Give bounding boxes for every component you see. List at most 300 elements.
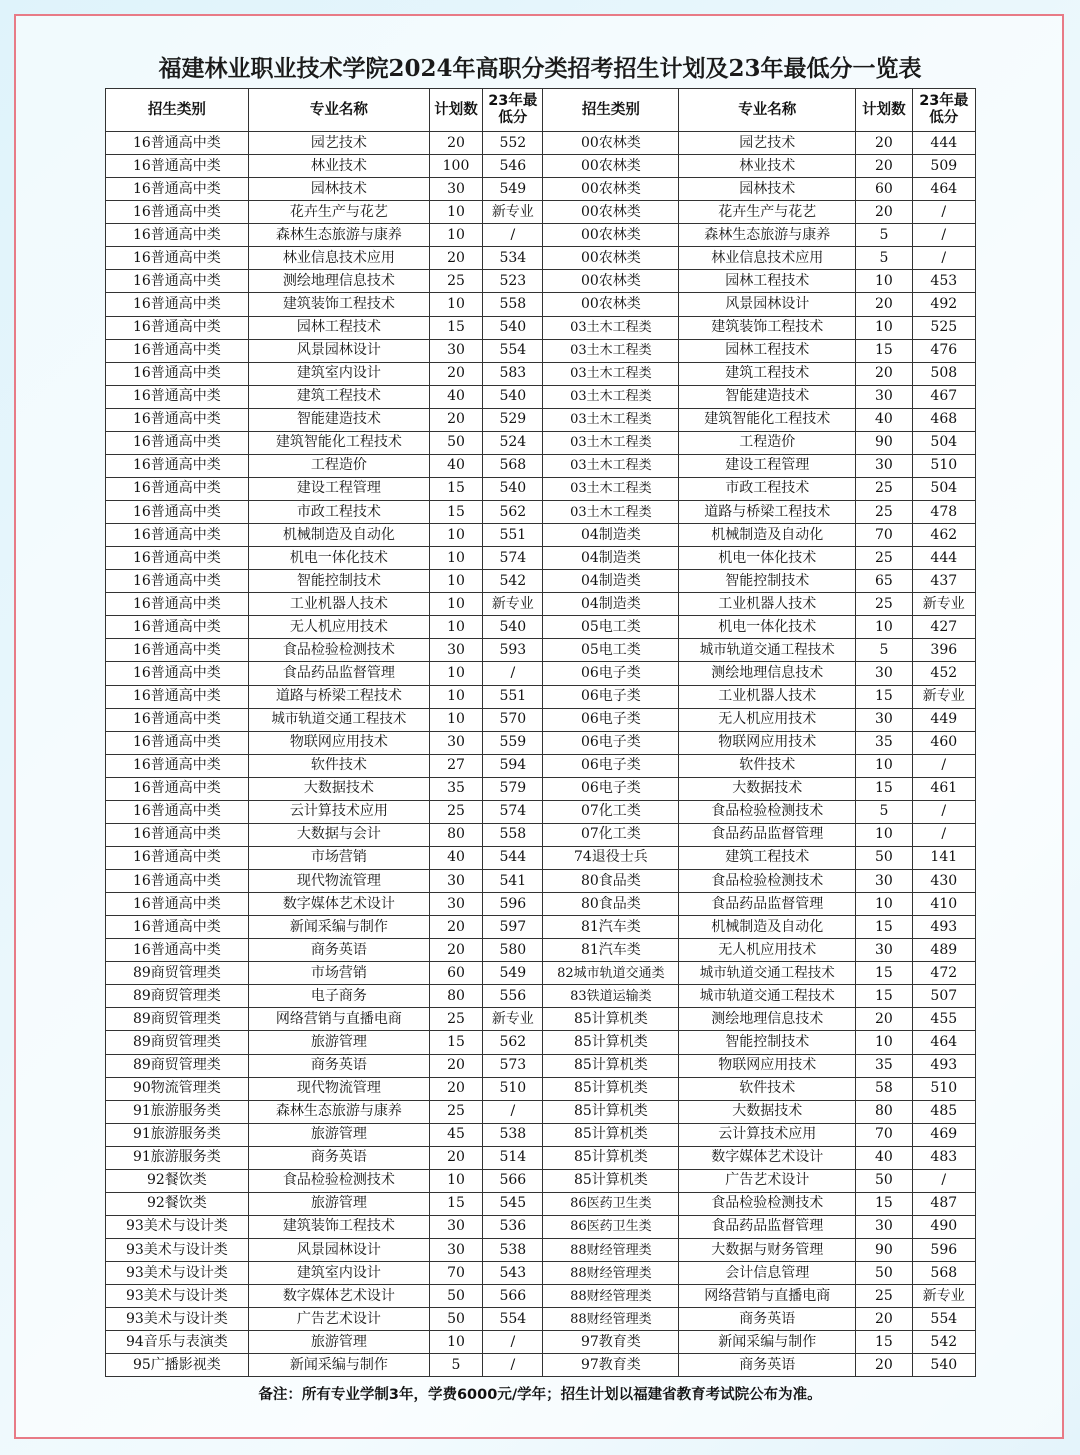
cell-category-left: 93美术与设计类 — [106, 1262, 249, 1285]
cell-category-left: 16普通高中类 — [106, 870, 249, 893]
cell-plan-right: 20 — [856, 1008, 912, 1031]
cell-plan-right: 15 — [856, 985, 912, 1008]
cell-major-right: 软件技术 — [679, 1077, 856, 1100]
cell-category-left: 89商贸管理类 — [106, 962, 249, 985]
cell-category-left: 94音乐与表演类 — [106, 1331, 249, 1354]
cell-category-left: 16普通高中类 — [106, 893, 249, 916]
cell-category-right: 81汽车类 — [543, 916, 679, 939]
cell-plan-right: 15 — [856, 962, 912, 985]
cell-major-right: 市政工程技术 — [679, 477, 856, 500]
cell-major-right: 商务英语 — [679, 1354, 856, 1377]
table-row — [106, 385, 976, 408]
cell-category-right: 03土木工程类 — [543, 339, 679, 362]
cell-minscore-left: 510 — [483, 1077, 543, 1100]
cell-plan-right: 5 — [856, 224, 912, 247]
cell-category-right: 04制造类 — [543, 524, 679, 547]
cell-major-right: 花卉生产与花艺 — [679, 201, 856, 224]
cell-plan-left: 15 — [429, 501, 482, 524]
cell-minscore-right: 410 — [912, 893, 975, 916]
cell-plan-right: 50 — [856, 846, 912, 869]
cell-category-left: 16普通高中类 — [106, 385, 249, 408]
cell-category-right: 97教育类 — [543, 1354, 679, 1377]
cell-category-right: 00农林类 — [543, 132, 679, 155]
cell-major-right: 建筑工程技术 — [679, 846, 856, 869]
header-plan-left: 计划数 — [429, 89, 482, 132]
cell-plan-left: 50 — [429, 431, 482, 454]
cell-plan-right: 10 — [856, 893, 912, 916]
table-body — [106, 132, 976, 1377]
cell-plan-left: 25 — [429, 270, 482, 293]
cell-category-right: 00农林类 — [543, 247, 679, 270]
cell-major-left: 林业信息技术应用 — [248, 247, 429, 270]
cell-plan-left: 40 — [429, 846, 482, 869]
cell-category-right: 80食品类 — [543, 893, 679, 916]
cell-plan-right: 60 — [856, 178, 912, 201]
cell-minscore-right: 453 — [912, 270, 975, 293]
cell-minscore-left: 540 — [483, 616, 543, 639]
cell-category-left: 16普通高中类 — [106, 662, 249, 685]
cell-plan-right: 25 — [856, 1285, 912, 1308]
cell-plan-left: 10 — [429, 224, 482, 247]
cell-major-right: 网络营销与直播电商 — [679, 1285, 856, 1308]
cell-category-right: 04制造类 — [543, 593, 679, 616]
table-row — [106, 708, 976, 731]
cell-major-right: 机电一体化技术 — [679, 547, 856, 570]
cell-plan-left: 30 — [429, 1239, 482, 1262]
cell-major-right: 林业技术 — [679, 155, 856, 178]
header-plan-right: 计划数 — [856, 89, 912, 132]
cell-major-right: 工业机器人技术 — [679, 593, 856, 616]
cell-major-right: 大数据与财务管理 — [679, 1239, 856, 1262]
cell-category-right: 88财经管理类 — [543, 1262, 679, 1285]
table-row — [106, 547, 976, 570]
table-row — [106, 1054, 976, 1077]
table-row — [106, 1239, 976, 1262]
cell-minscore-left: 541 — [483, 870, 543, 893]
cell-minscore-left: 549 — [483, 962, 543, 985]
cell-minscore-right: 508 — [912, 362, 975, 385]
table-row — [106, 570, 976, 593]
cell-major-right: 大数据技术 — [679, 777, 856, 800]
cell-minscore-right: / — [912, 823, 975, 846]
cell-major-right: 广告艺术设计 — [679, 1169, 856, 1192]
table-row — [106, 1215, 976, 1238]
cell-major-right: 工程造价 — [679, 431, 856, 454]
cell-minscore-left: 523 — [483, 270, 543, 293]
table-row — [106, 1077, 976, 1100]
cell-major-right: 软件技术 — [679, 754, 856, 777]
cell-major-left: 旅游管理 — [248, 1031, 429, 1054]
cell-major-right: 森林生态旅游与康养 — [679, 224, 856, 247]
cell-plan-right: 70 — [856, 524, 912, 547]
cell-minscore-left: 538 — [483, 1123, 543, 1146]
cell-plan-right: 10 — [856, 616, 912, 639]
cell-major-right: 园艺技术 — [679, 132, 856, 155]
cell-major-right: 食品检验检测技术 — [679, 1192, 856, 1215]
cell-category-right: 03土木工程类 — [543, 431, 679, 454]
cell-minscore-right: 509 — [912, 155, 975, 178]
cell-minscore-left: 566 — [483, 1169, 543, 1192]
table-row — [106, 593, 976, 616]
cell-category-right: 03土木工程类 — [543, 408, 679, 431]
cell-minscore-left: 545 — [483, 1192, 543, 1215]
cell-minscore-left: 534 — [483, 247, 543, 270]
table-row — [106, 1031, 976, 1054]
cell-minscore-left: 579 — [483, 777, 543, 800]
cell-minscore-left: 594 — [483, 754, 543, 777]
cell-category-left: 16普通高中类 — [106, 731, 249, 754]
cell-major-right: 城市轨道交通工程技术 — [679, 985, 856, 1008]
cell-category-left: 92餐饮类 — [106, 1169, 249, 1192]
cell-major-left: 食品药品监督管理 — [248, 662, 429, 685]
cell-major-right: 建设工程管理 — [679, 454, 856, 477]
cell-category-left: 16普通高中类 — [106, 593, 249, 616]
cell-plan-left: 30 — [429, 870, 482, 893]
cell-major-left: 数字媒体艺术设计 — [248, 893, 429, 916]
cell-plan-left: 80 — [429, 985, 482, 1008]
cell-plan-left: 20 — [429, 362, 482, 385]
cell-plan-right: 20 — [856, 201, 912, 224]
table-row — [106, 1169, 976, 1192]
cell-plan-left: 10 — [429, 293, 482, 316]
cell-minscore-left: 574 — [483, 800, 543, 823]
cell-plan-right: 15 — [856, 777, 912, 800]
cell-category-right: 03土木工程类 — [543, 385, 679, 408]
cell-major-right: 食品检验检测技术 — [679, 870, 856, 893]
cell-category-left: 16普通高中类 — [106, 178, 249, 201]
cell-category-right: 85计算机类 — [543, 1123, 679, 1146]
cell-plan-right: 20 — [856, 293, 912, 316]
cell-major-left: 网络营销与直播电商 — [248, 1008, 429, 1031]
cell-category-right: 03土木工程类 — [543, 454, 679, 477]
cell-major-right: 食品药品监督管理 — [679, 1215, 856, 1238]
cell-major-left: 旅游管理 — [248, 1123, 429, 1146]
cell-minscore-right: 504 — [912, 477, 975, 500]
cell-plan-right: 30 — [856, 662, 912, 685]
cell-category-left: 91旅游服务类 — [106, 1100, 249, 1123]
cell-minscore-right: 568 — [912, 1262, 975, 1285]
table-row — [106, 316, 976, 339]
cell-major-right: 数字媒体艺术设计 — [679, 1146, 856, 1169]
cell-major-left: 森林生态旅游与康养 — [248, 1100, 429, 1123]
cell-major-right: 建筑智能化工程技术 — [679, 408, 856, 431]
cell-category-right: 86医药卫生类 — [543, 1192, 679, 1215]
enrollment-table — [105, 88, 976, 1377]
cell-minscore-left: 558 — [483, 293, 543, 316]
header-minscore-right-text: 23年最低分 — [919, 93, 969, 126]
table-row — [106, 823, 976, 846]
cell-category-right: 05电工类 — [543, 616, 679, 639]
cell-category-left: 16普通高中类 — [106, 270, 249, 293]
cell-major-left: 软件技术 — [248, 754, 429, 777]
cell-minscore-left: 544 — [483, 846, 543, 869]
cell-major-right: 物联网应用技术 — [679, 731, 856, 754]
cell-minscore-right: / — [912, 201, 975, 224]
cell-category-right: 04制造类 — [543, 570, 679, 593]
cell-minscore-right: / — [912, 754, 975, 777]
cell-major-right: 道路与桥梁工程技术 — [679, 501, 856, 524]
cell-category-right: 06电子类 — [543, 731, 679, 754]
cell-category-left: 93美术与设计类 — [106, 1215, 249, 1238]
cell-category-right: 88财经管理类 — [543, 1239, 679, 1262]
cell-minscore-right: / — [912, 800, 975, 823]
table-row — [106, 1146, 976, 1169]
cell-category-right: 00农林类 — [543, 270, 679, 293]
cell-major-left: 建筑智能化工程技术 — [248, 431, 429, 454]
cell-minscore-right: 461 — [912, 777, 975, 800]
cell-major-right: 商务英语 — [679, 1308, 856, 1331]
cell-category-right: 03土木工程类 — [543, 477, 679, 500]
cell-minscore-right: 554 — [912, 1308, 975, 1331]
cell-minscore-left: 593 — [483, 639, 543, 662]
cell-minscore-left: 583 — [483, 362, 543, 385]
cell-category-right: 03土木工程类 — [543, 316, 679, 339]
table-row — [106, 639, 976, 662]
cell-major-left: 建筑装饰工程技术 — [248, 293, 429, 316]
cell-minscore-right: 462 — [912, 524, 975, 547]
cell-major-right: 智能建造技术 — [679, 385, 856, 408]
table-row — [106, 1262, 976, 1285]
cell-major-left: 园林工程技术 — [248, 316, 429, 339]
table-row — [106, 1308, 976, 1331]
cell-major-left: 智能建造技术 — [248, 408, 429, 431]
cell-category-left: 89商贸管理类 — [106, 985, 249, 1008]
cell-plan-left: 40 — [429, 454, 482, 477]
cell-category-left: 93美术与设计类 — [106, 1239, 249, 1262]
cell-category-right: 85计算机类 — [543, 1169, 679, 1192]
cell-major-right: 食品药品监督管理 — [679, 823, 856, 846]
cell-major-left: 大数据技术 — [248, 777, 429, 800]
cell-minscore-left: 554 — [483, 1308, 543, 1331]
cell-plan-left: 30 — [429, 731, 482, 754]
cell-minscore-right: 444 — [912, 132, 975, 155]
cell-plan-left: 25 — [429, 1008, 482, 1031]
cell-major-left: 建筑室内设计 — [248, 362, 429, 385]
cell-plan-right: 50 — [856, 1262, 912, 1285]
cell-plan-right: 40 — [856, 408, 912, 431]
cell-minscore-right: 472 — [912, 962, 975, 985]
cell-minscore-right: 449 — [912, 708, 975, 731]
cell-minscore-right: 525 — [912, 316, 975, 339]
cell-category-left: 90物流管理类 — [106, 1077, 249, 1100]
cell-minscore-right: / — [912, 224, 975, 247]
cell-major-right: 园林技术 — [679, 178, 856, 201]
cell-plan-right: 20 — [856, 132, 912, 155]
cell-category-right: 05电工类 — [543, 639, 679, 662]
cell-minscore-left: 546 — [483, 155, 543, 178]
table-row — [106, 477, 976, 500]
table-row — [106, 731, 976, 754]
cell-minscore-left: 新专业 — [483, 593, 543, 616]
cell-minscore-left: 551 — [483, 524, 543, 547]
table-row — [106, 893, 976, 916]
cell-category-right: 00农林类 — [543, 201, 679, 224]
cell-major-left: 工程造价 — [248, 454, 429, 477]
header-major-right: 专业名称 — [679, 89, 856, 132]
cell-plan-left: 27 — [429, 754, 482, 777]
cell-plan-left: 80 — [429, 823, 482, 846]
cell-major-right: 工业机器人技术 — [679, 685, 856, 708]
cell-category-left: 89商贸管理类 — [106, 1031, 249, 1054]
cell-plan-left: 30 — [429, 178, 482, 201]
cell-plan-right: 90 — [856, 431, 912, 454]
header-minscore-right — [912, 89, 975, 132]
cell-plan-right: 10 — [856, 270, 912, 293]
table-row — [106, 1100, 976, 1123]
cell-major-left: 市政工程技术 — [248, 501, 429, 524]
cell-plan-right: 58 — [856, 1077, 912, 1100]
cell-category-right: 80食品类 — [543, 870, 679, 893]
cell-minscore-left: 552 — [483, 132, 543, 155]
table-row — [106, 939, 976, 962]
cell-major-right: 食品检验检测技术 — [679, 800, 856, 823]
table-row — [106, 1123, 976, 1146]
cell-category-right: 82城市轨道交通类 — [543, 962, 679, 985]
table-row — [106, 178, 976, 201]
cell-category-right: 85计算机类 — [543, 1031, 679, 1054]
cell-major-right: 智能控制技术 — [679, 1031, 856, 1054]
table-row — [106, 985, 976, 1008]
cell-category-left: 16普通高中类 — [106, 777, 249, 800]
cell-minscore-right: 510 — [912, 1077, 975, 1100]
cell-category-left: 93美术与设计类 — [106, 1308, 249, 1331]
cell-category-left: 16普通高中类 — [106, 616, 249, 639]
cell-category-left: 93美术与设计类 — [106, 1285, 249, 1308]
cell-minscore-left: 514 — [483, 1146, 543, 1169]
cell-plan-right: 10 — [856, 1031, 912, 1054]
cell-category-left: 16普通高中类 — [106, 800, 249, 823]
cell-minscore-right: 504 — [912, 431, 975, 454]
cell-minscore-right: 141 — [912, 846, 975, 869]
cell-plan-left: 30 — [429, 339, 482, 362]
cell-plan-left: 30 — [429, 893, 482, 916]
cell-minscore-left: / — [483, 1100, 543, 1123]
cell-minscore-left: 573 — [483, 1054, 543, 1077]
cell-plan-right: 5 — [856, 247, 912, 270]
cell-major-left: 森林生态旅游与康养 — [248, 224, 429, 247]
table-row — [106, 1354, 976, 1377]
table-row — [106, 1285, 976, 1308]
cell-major-left: 食品检验检测技术 — [248, 1169, 429, 1192]
cell-major-left: 云计算技术应用 — [248, 800, 429, 823]
table-row — [106, 616, 976, 639]
cell-plan-right: 30 — [856, 454, 912, 477]
table-row — [106, 155, 976, 178]
cell-plan-left: 10 — [429, 593, 482, 616]
header-category-left: 招生类别 — [106, 89, 249, 132]
cell-minscore-right: 427 — [912, 616, 975, 639]
cell-category-right: 06电子类 — [543, 754, 679, 777]
table-row — [106, 201, 976, 224]
cell-major-left: 数字媒体艺术设计 — [248, 1285, 429, 1308]
cell-major-left: 智能控制技术 — [248, 570, 429, 593]
cell-plan-right: 30 — [856, 708, 912, 731]
cell-category-right: 00农林类 — [543, 155, 679, 178]
table-row — [106, 777, 976, 800]
cell-minscore-left: 543 — [483, 1262, 543, 1285]
cell-category-right: 04制造类 — [543, 547, 679, 570]
cell-plan-left: 20 — [429, 408, 482, 431]
cell-minscore-right: / — [912, 1169, 975, 1192]
cell-category-left: 16普通高中类 — [106, 823, 249, 846]
cell-category-left: 16普通高中类 — [106, 408, 249, 431]
cell-category-left: 16普通高中类 — [106, 846, 249, 869]
cell-minscore-left: 556 — [483, 985, 543, 1008]
cell-minscore-left: 542 — [483, 570, 543, 593]
cell-major-right: 建筑工程技术 — [679, 362, 856, 385]
cell-minscore-left: 596 — [483, 893, 543, 916]
cell-minscore-left: 新专业 — [483, 1008, 543, 1031]
cell-minscore-left: 570 — [483, 708, 543, 731]
cell-category-right: 86医药卫生类 — [543, 1215, 679, 1238]
cell-minscore-right: 新专业 — [912, 1285, 975, 1308]
cell-major-right: 园林工程技术 — [679, 270, 856, 293]
cell-plan-left: 30 — [429, 639, 482, 662]
table-row — [106, 339, 976, 362]
cell-plan-right: 65 — [856, 570, 912, 593]
cell-major-left: 市场营销 — [248, 846, 429, 869]
cell-category-right: 85计算机类 — [543, 1077, 679, 1100]
cell-category-left: 16普通高中类 — [106, 708, 249, 731]
cell-minscore-right: 468 — [912, 408, 975, 431]
cell-category-right: 85计算机类 — [543, 1008, 679, 1031]
header-major-left: 专业名称 — [248, 89, 429, 132]
cell-plan-left: 5 — [429, 1354, 482, 1377]
cell-major-left: 广告艺术设计 — [248, 1308, 429, 1331]
cell-minscore-left: 566 — [483, 1285, 543, 1308]
cell-major-left: 现代物流管理 — [248, 870, 429, 893]
cell-plan-left: 20 — [429, 1054, 482, 1077]
cell-plan-left: 10 — [429, 685, 482, 708]
cell-plan-right: 40 — [856, 1146, 912, 1169]
cell-major-left: 旅游管理 — [248, 1192, 429, 1215]
cell-plan-left: 50 — [429, 1308, 482, 1331]
cell-category-right: 81汽车类 — [543, 939, 679, 962]
cell-minscore-left: 562 — [483, 501, 543, 524]
cell-category-left: 16普通高中类 — [106, 224, 249, 247]
cell-category-left: 16普通高中类 — [106, 247, 249, 270]
cell-major-right: 新闻采编与制作 — [679, 1331, 856, 1354]
cell-major-left: 建设工程管理 — [248, 477, 429, 500]
cell-plan-left: 10 — [429, 1331, 482, 1354]
cell-minscore-left: 549 — [483, 178, 543, 201]
cell-major-right: 林业信息技术应用 — [679, 247, 856, 270]
cell-plan-left: 10 — [429, 662, 482, 685]
cell-plan-right: 30 — [856, 939, 912, 962]
cell-major-left: 城市轨道交通工程技术 — [248, 708, 429, 731]
header-minscore-left-text: 23年最低分 — [488, 93, 538, 126]
cell-minscore-left: 529 — [483, 408, 543, 431]
cell-plan-left: 25 — [429, 800, 482, 823]
cell-major-right: 园林工程技术 — [679, 339, 856, 362]
cell-category-left: 16普通高中类 — [106, 316, 249, 339]
cell-minscore-left: 558 — [483, 823, 543, 846]
cell-major-left: 建筑装饰工程技术 — [248, 1215, 429, 1238]
cell-major-right: 云计算技术应用 — [679, 1123, 856, 1146]
cell-plan-left: 20 — [429, 939, 482, 962]
cell-minscore-right: 487 — [912, 1192, 975, 1215]
cell-plan-right: 25 — [856, 501, 912, 524]
footnote: 备注：所有专业学制3年，学费6000元/学年；招生计划以福建省教育考试院公布为准。 — [258, 1387, 822, 1403]
cell-minscore-left: 524 — [483, 431, 543, 454]
cell-category-right: 74退役士兵 — [543, 846, 679, 869]
cell-major-right: 无人机应用技术 — [679, 708, 856, 731]
cell-category-left: 92餐饮类 — [106, 1192, 249, 1215]
cell-plan-left: 20 — [429, 1146, 482, 1169]
table-row — [106, 293, 976, 316]
cell-category-right: 06电子类 — [543, 708, 679, 731]
cell-major-left: 食品检验检测技术 — [248, 639, 429, 662]
